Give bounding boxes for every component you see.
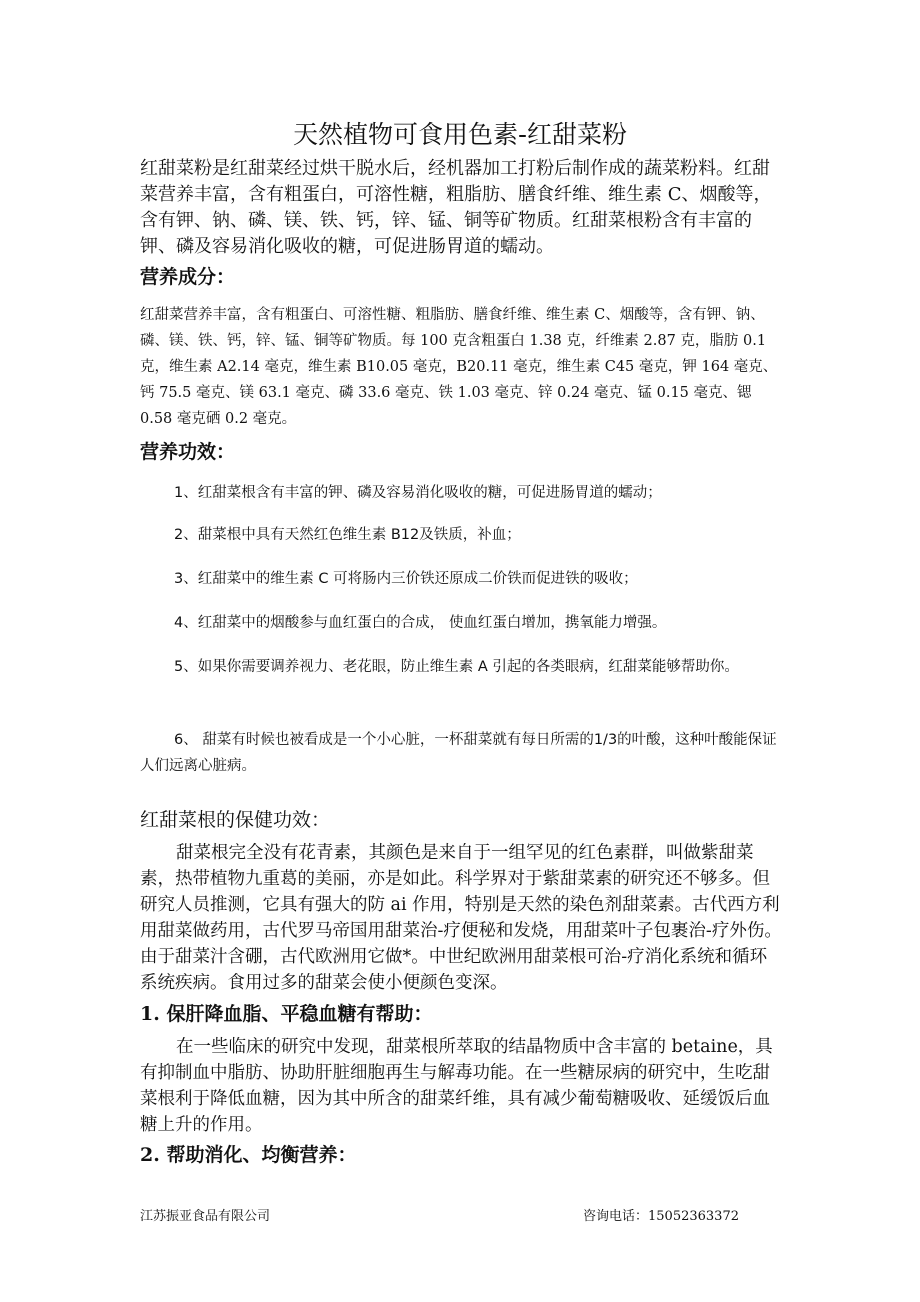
footer-company: 江苏振亚食品有限公司 — [140, 1209, 271, 1224]
health-heading: 红甜菜根的保健功效： — [140, 809, 331, 831]
effect-item-2: 2、甜菜根中具有天然红色维生素 B12及铁质，补血； — [174, 527, 521, 543]
effect-item-1: 1、红甜菜根含有丰富的钾、磷及容易消化吸收的糖，可促进肠胃道的蠕动； — [174, 485, 662, 501]
effect-item-4: 4、红甜菜中的烟酸参与血红蛋白的合成， 使血红蛋白增加，携氧能力增强。 — [174, 615, 667, 631]
effects-heading: 营养功效： — [140, 441, 236, 463]
health-paragraph: 甜菜根完全没有花青素，其颜色是来自于一组罕见的红色素群，叫做紫甜菜素，热带植物九重葛的美丽，亦是如此。科学界对于紫甜菜素的研究还不够多。但研究人员推测，它具有强大的防 ai 作用，特别是天然的染色剂甜菜素。古代西方利用甜菜做药用，古代罗马帝国用甜菜治-疗便秘和发烧，用甜菜叶子包裹治-疗外伤。由于甜菜汁含硼，古代欧洲用它做*。中世纪欧洲用甜菜根可治-疗消化系统和循环系统疾病。食用过多的甜菜会使小便颜色变深。 — [140, 843, 782, 993]
nutrition-paragraph: 红甜菜营养丰富，含有粗蛋白、可溶性糖、粗脂肪、膳食纤维、维生素 C、烟酸等，含有钾、钠、磷、镁、铁、钙，锌、锰、铜等矿物质。每 100 克含粗蛋白 1.38 克，纤维素 2.87 克，脂肪 0.1 克，维生素 A2.14 毫克，维生素 B10.05 毫克，B20.11 毫克，维生素 C45 毫克，钾 164 毫克、钙 75.5 毫克、镁 63.1 毫克、磷 33.6 毫克、铁 1.03 毫克、锌 0.24 毫克、锰 0.15 毫克、锶 0.58 毫克硒 0.2 毫克。 — [140, 307, 778, 427]
section1-paragraph: 在一些临床的研究中发现，甜菜根所萃取的结晶物质中含丰富的 betaine，具有抑制血中脂肪、协助肝脏细胞再生与解毒功能。在一些糖尿病的研究中，生吃甜菜根利于降低血糖，因为其中所含的甜菜纤维，具有减少葡萄糖吸收、延缓饭后血糖上升的作用。 — [140, 1037, 773, 1135]
section2-heading: 2. 帮助消化、均衡营养： — [140, 1144, 357, 1166]
section1-heading: 1. 保肝降血脂、平稳血糖有帮助： — [140, 1003, 433, 1025]
document-title: 天然植物可食用色素-红甜菜粉 — [292, 120, 628, 149]
intro-paragraph: 红甜菜粉是红甜菜经过烘干脱水后，经机器加工打粉后制作成的蔬菜粉料。红甜菜营养丰富，含有粗蛋白，可溶性糖，粗脂肪、膳食纤维、维生素 C、烟酸等，含有钾、钠、磷、镁、铁、钙，锌、锰、铜等矿物质。红甜菜根粉含有丰富的钾、磷及容易消化吸收的糖，可促进肠胃道的蠕动。 — [140, 158, 772, 257]
footer-phone: 咨询电话：15052363372 — [583, 1209, 739, 1224]
effect-item-3: 3、红甜菜中的维生素 C 可将肠内三价铁还原成二价铁而促进铁的吸收； — [174, 571, 638, 587]
effect-item-6: 6、 甜菜有时候也被看成是一个小心脏，一杯甜菜就有每日所需的1/3的叶酸，这种叶酸能保证人们远离心脏病。 — [140, 732, 777, 774]
nutrition-heading: 营养成分： — [140, 266, 236, 288]
effect-item-5: 5、如果你需要调养视力、老花眼，防止维生素 A 引起的各类眼病，红甜菜能够帮助你。 — [174, 659, 739, 675]
